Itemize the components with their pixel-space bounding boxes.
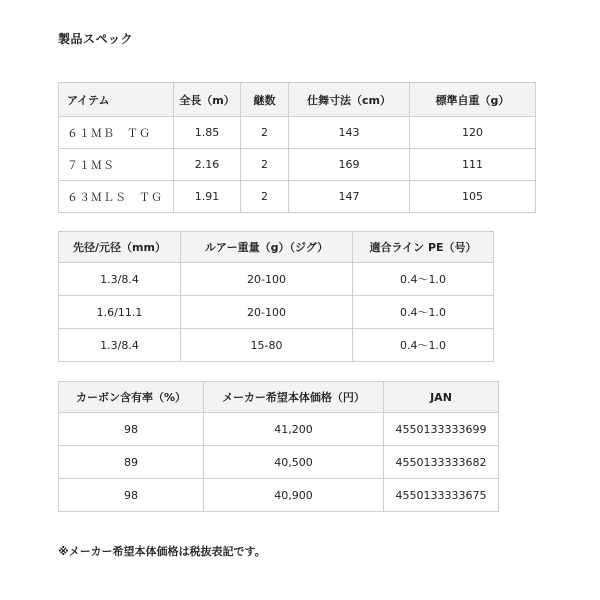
- cell-line-pe: 0.4～1.0: [353, 329, 494, 362]
- cell-carbon-content: 89: [59, 446, 204, 479]
- cell-pieces: 2: [241, 149, 289, 181]
- cell-item: ６３ＭＬＳ ＴＧ: [59, 181, 174, 213]
- cell-weight: 111: [410, 149, 536, 181]
- cell-pieces: 2: [241, 181, 289, 213]
- table-row: [59, 329, 494, 362]
- cell-diameter: 1.6/11.1: [59, 296, 181, 329]
- cell-item: ６１ＭＢ ＴＧ: [59, 117, 174, 149]
- table-row: [59, 149, 536, 181]
- header-carbon-content: カーボン含有率（%）: [59, 382, 204, 413]
- cell-price: 40,900: [204, 479, 384, 512]
- table-row: [59, 181, 536, 213]
- cell-closed-length: 147: [289, 181, 410, 213]
- table-row: [59, 117, 536, 149]
- header-line-pe: 適合ライン PE（号）: [353, 232, 494, 263]
- cell-jan: 4550133333682: [384, 446, 499, 479]
- table-row: [59, 296, 494, 329]
- cell-lure-weight: 20-100: [181, 296, 353, 329]
- price-footnote: ※メーカー希望本体価格は税抜表記です。: [58, 545, 266, 558]
- cell-jan: 4550133333675: [384, 479, 499, 512]
- cell-closed-length: 143: [289, 117, 410, 149]
- table-header-row: [59, 83, 536, 117]
- cell-carbon-content: 98: [59, 413, 204, 446]
- cell-line-pe: 0.4～1.0: [353, 263, 494, 296]
- cell-length: 1.91: [174, 181, 241, 213]
- header-length: 全長（m）: [174, 83, 241, 117]
- cell-length: 2.16: [174, 149, 241, 181]
- header-item: アイテム: [59, 83, 174, 117]
- cell-weight: 120: [410, 117, 536, 149]
- cell-lure-weight: 20-100: [181, 263, 353, 296]
- table-header-row: [59, 232, 494, 263]
- spec-table-price: [58, 381, 499, 512]
- header-pieces: 継数: [241, 83, 289, 117]
- header-jan: JAN: [384, 382, 499, 413]
- header-price: メーカー希望本体価格（円）: [204, 382, 384, 413]
- spec-table-dimensions: [58, 82, 536, 213]
- cell-item: ７１ＭＳ: [59, 149, 174, 181]
- table-row: [59, 479, 499, 512]
- table-row: [59, 446, 499, 479]
- header-tip-butt-diameter: 先径/元径（mm）: [59, 232, 181, 263]
- header-closed-length: 仕舞寸法（cm）: [289, 83, 410, 117]
- page-title: 製品スペック: [58, 32, 134, 46]
- header-lure-weight: ルアー重量（g）（ジグ）: [181, 232, 353, 263]
- table-row: [59, 263, 494, 296]
- table-row: [59, 413, 499, 446]
- cell-line-pe: 0.4～1.0: [353, 296, 494, 329]
- cell-carbon-content: 98: [59, 479, 204, 512]
- cell-weight: 105: [410, 181, 536, 213]
- cell-price: 40,500: [204, 446, 384, 479]
- spec-table-tackle: [58, 231, 494, 362]
- cell-diameter: 1.3/8.4: [59, 329, 181, 362]
- cell-price: 41,200: [204, 413, 384, 446]
- table-header-row: [59, 382, 499, 413]
- cell-length: 1.85: [174, 117, 241, 149]
- cell-closed-length: 169: [289, 149, 410, 181]
- cell-jan: 4550133333699: [384, 413, 499, 446]
- cell-diameter: 1.3/8.4: [59, 263, 181, 296]
- header-weight: 標準自重（g）: [410, 83, 536, 117]
- cell-lure-weight: 15-80: [181, 329, 353, 362]
- cell-pieces: 2: [241, 117, 289, 149]
